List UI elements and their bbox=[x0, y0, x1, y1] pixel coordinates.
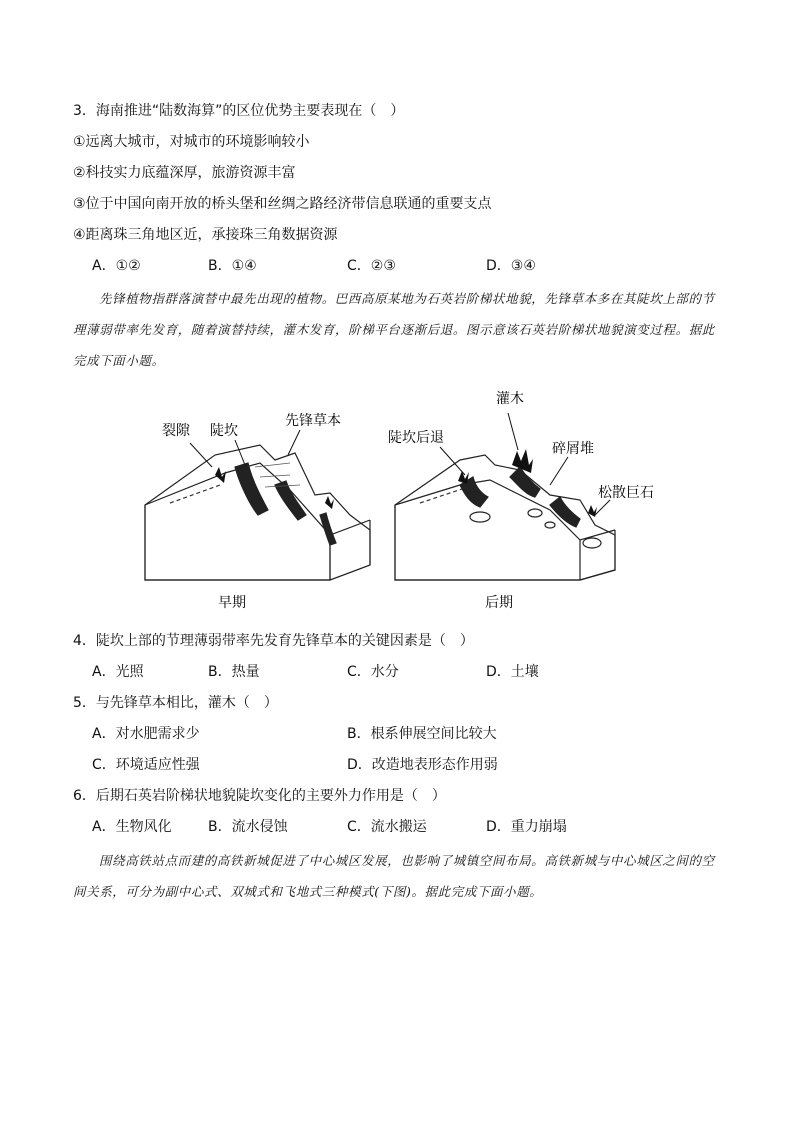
passage-pioneer-plants: 先锋植物指群落演替中最先出现的植物。巴西高原某地为石英岩阶梯状地貌，先锋草本多在其陡坎上部的节理薄弱带率先发育，随着演替持续，灌木发育，阶梯平台逐渐后退。图示意该石英岩阶梯状地貌演变过程。据此完成下面小题。 bbox=[73, 291, 715, 368]
caption-early: 早期 bbox=[218, 595, 246, 611]
q3-item-4: ④距离珠三角地区近，承接珠三角数据资源 bbox=[73, 227, 338, 243]
q4-option-b[interactable]: B．热量 bbox=[208, 664, 260, 680]
caption-late: 后期 bbox=[485, 595, 513, 611]
q4-stem: 4．陡坎上部的节理薄弱带率先发育先锋草本的关键因素是（ ） bbox=[73, 633, 474, 649]
q5-option-d[interactable]: D．改造地表形态作用弱 bbox=[347, 757, 498, 773]
q3-stem: 3．海南推进“陆数海算”的区位优势主要表现在（ ） bbox=[73, 103, 405, 119]
q6-option-a[interactable]: A．生物风化 bbox=[92, 819, 172, 835]
q3-item-2: ②科技实力底蕴深厚，旅游资源丰富 bbox=[73, 165, 296, 181]
q5-option-b[interactable]: B．根系伸展空间比较大 bbox=[347, 726, 497, 742]
label-pioneer-herb: 先锋草本 bbox=[285, 413, 341, 429]
q3-item-3: ③位于中国向南开放的桥头堡和丝绸之路经济带信息联通的重要支点 bbox=[73, 196, 492, 212]
landform-evolution-figure bbox=[140, 385, 670, 615]
late-block-diagram bbox=[395, 455, 615, 580]
label-escarpment-retreat: 陡坎后退 bbox=[388, 430, 444, 446]
q5-option-c[interactable]: C．环境适应性强 bbox=[92, 757, 200, 773]
label-loose-boulders: 松散巨石 bbox=[598, 485, 654, 501]
q6-stem: 6．后期石英岩阶梯状地貌陡坎变化的主要外力作用是（ ） bbox=[73, 788, 446, 804]
q4-option-d[interactable]: D．土壤 bbox=[486, 664, 539, 680]
label-debris-pile: 碎屑堆 bbox=[552, 441, 594, 457]
q6-option-d[interactable]: D．重力崩塌 bbox=[486, 819, 567, 835]
q6-option-b[interactable]: B．流水侵蚀 bbox=[208, 819, 288, 835]
q5-option-a[interactable]: A．对水肥需求少 bbox=[92, 726, 200, 742]
label-crack: 裂隙 bbox=[162, 423, 190, 439]
q4-option-a[interactable]: A．光照 bbox=[92, 664, 144, 680]
q5-stem: 5．与先锋草本相比，灌木（ ） bbox=[73, 695, 278, 711]
label-shrub: 灌木 bbox=[496, 391, 524, 407]
q3-option-b[interactable]: B．①④ bbox=[208, 258, 257, 274]
passage-high-speed-rail: 围绕高铁站点而建的高铁新城促进了中心城区发展，也影响了城镇空间布局。高铁新城与中心城区之间的空间关系，可分为副中心式、双城式和飞地式三种模式(下图)。据此完成下面小题。 bbox=[73, 853, 715, 899]
early-block-diagram bbox=[145, 445, 370, 580]
q3-option-a[interactable]: A．①② bbox=[92, 258, 141, 274]
q6-option-c[interactable]: C．流水搬运 bbox=[347, 819, 427, 835]
label-escarpment: 陡坎 bbox=[210, 423, 238, 439]
q3-option-c[interactable]: C．②③ bbox=[347, 258, 396, 274]
q3-option-d[interactable]: D．③④ bbox=[486, 258, 536, 274]
q4-option-c[interactable]: C．水分 bbox=[347, 664, 399, 680]
q3-item-1: ①远离大城市，对城市的环境影响较小 bbox=[73, 134, 310, 150]
